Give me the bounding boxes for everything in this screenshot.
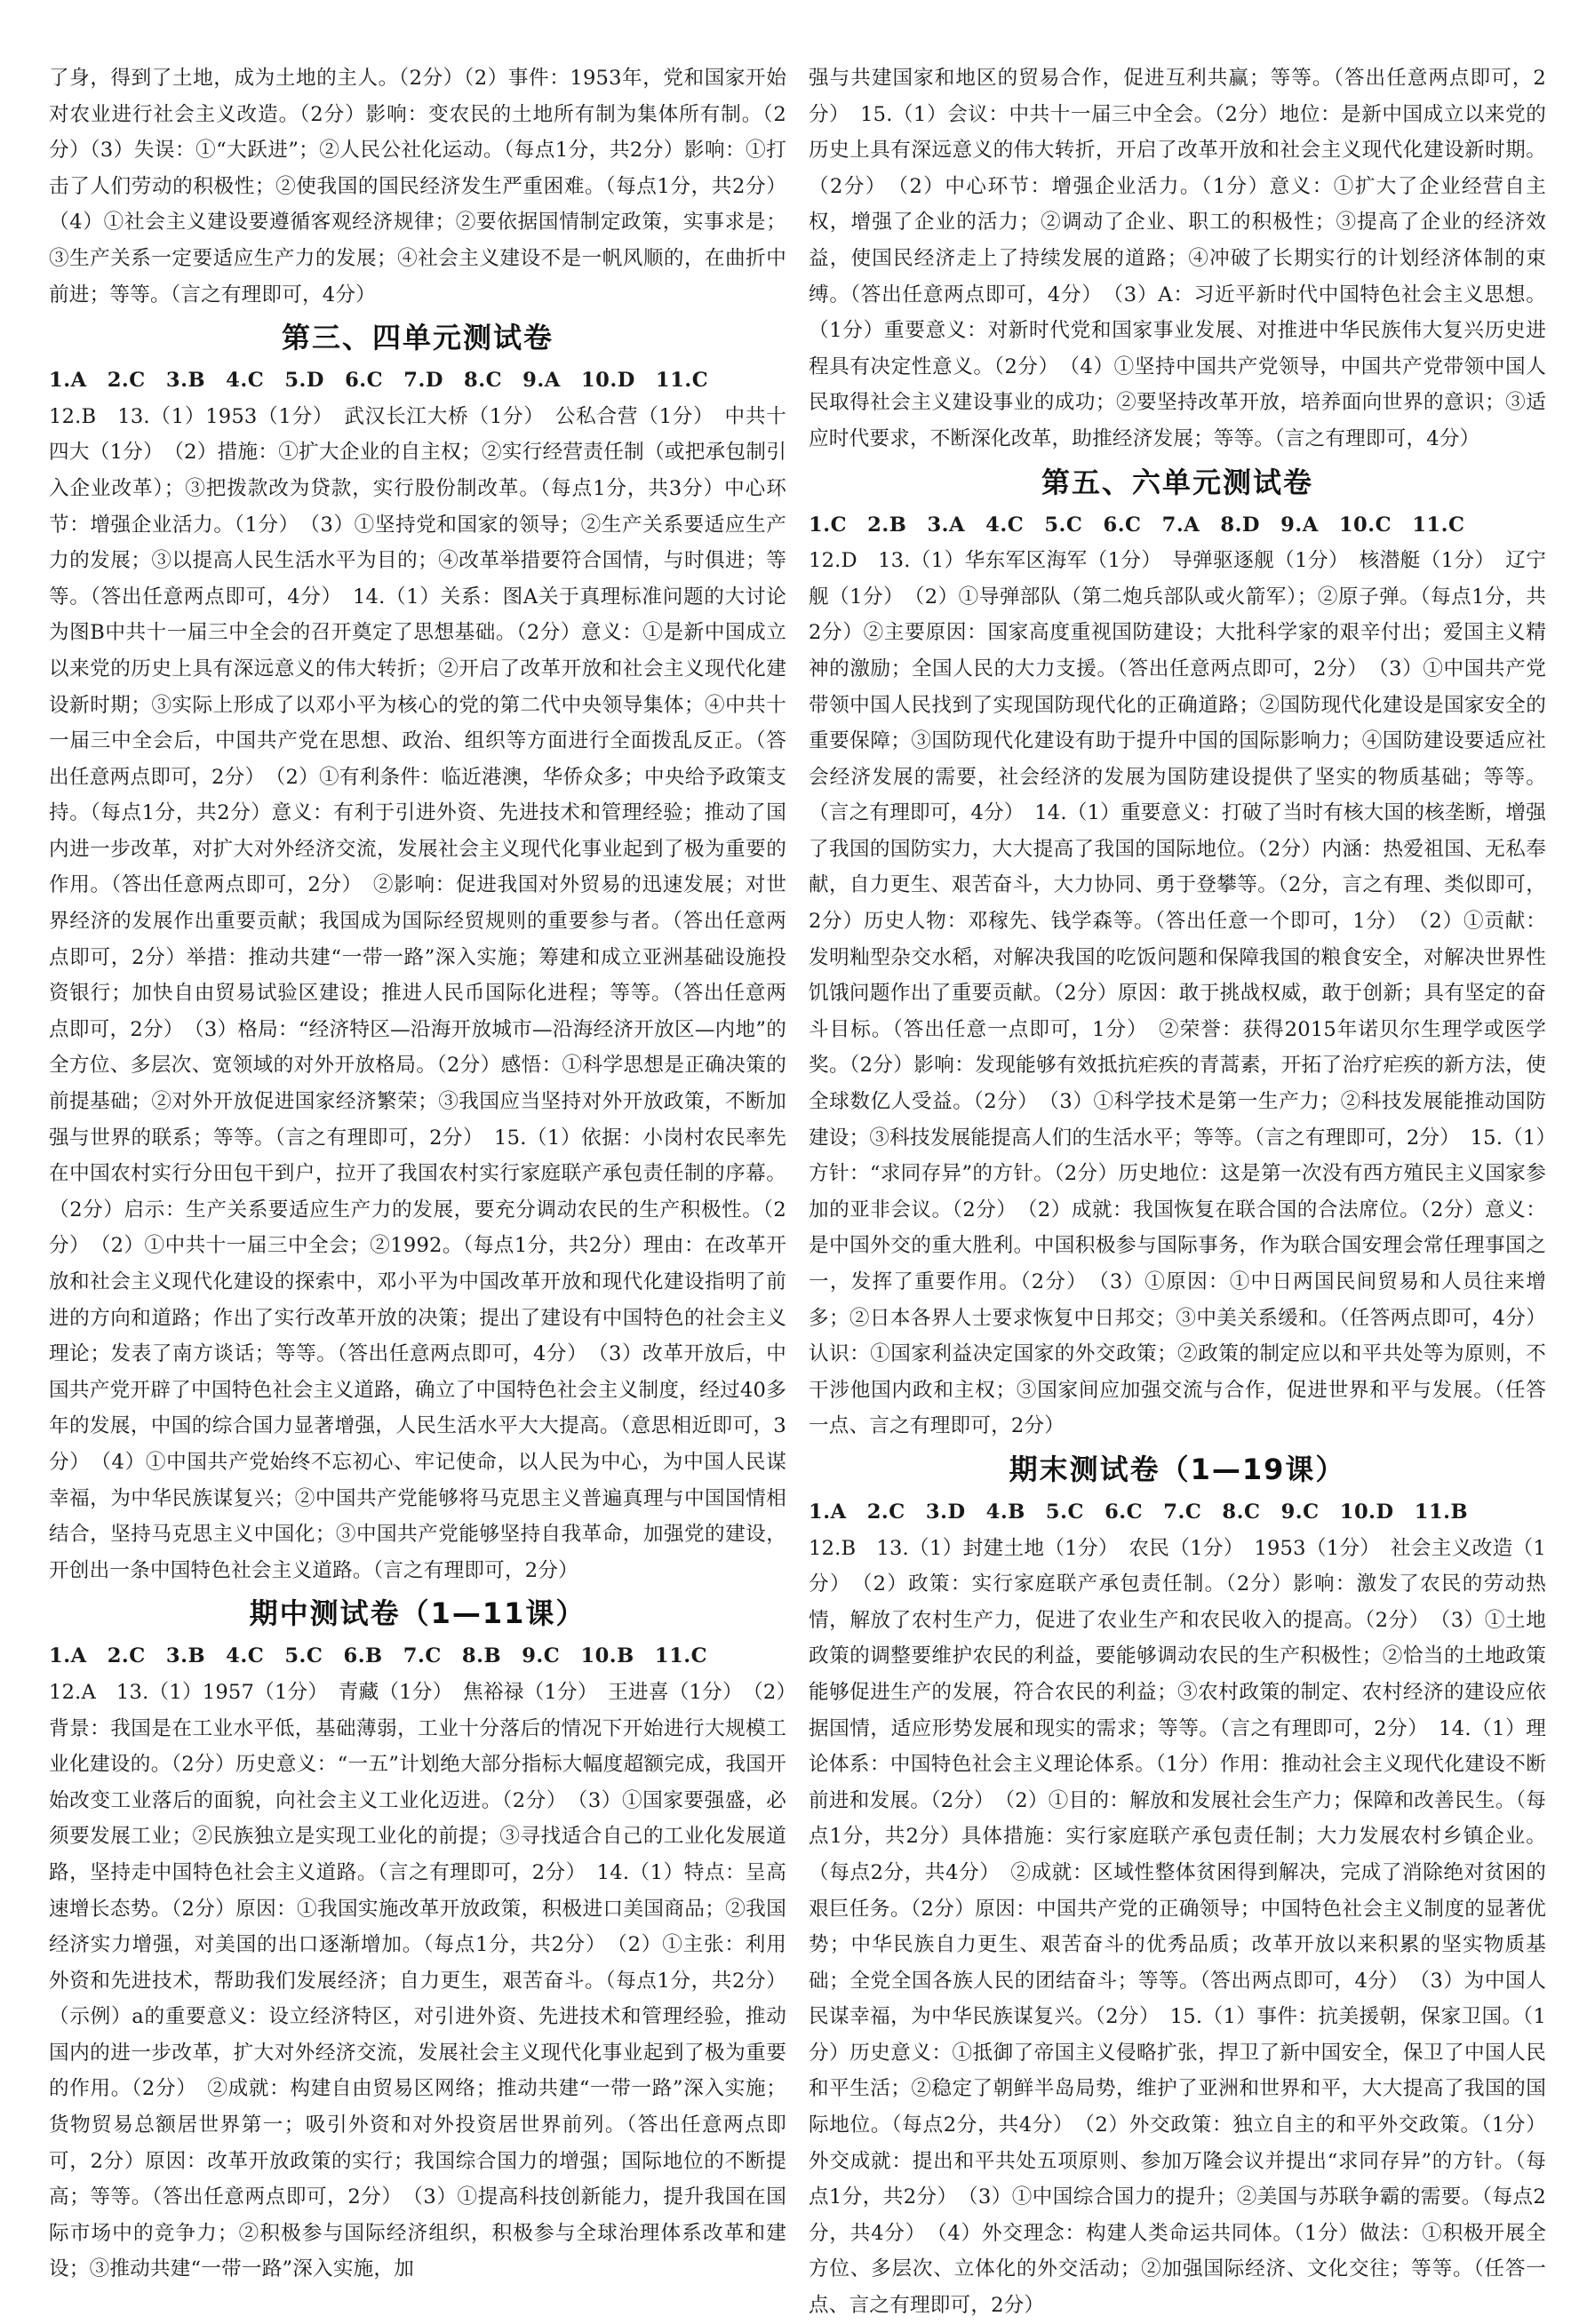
section-title-unit-5-6: 第五、六单元测试卷 xyxy=(1041,465,1313,499)
answer-text-unit-5-6: 12.D 13.（1）华东军区海军（1分） 导弹驱逐舰（1分） 核潜艇（1分） 辽宁舰（1分） （2）①导弹部队（第二炮兵部队或火箭军）；②原子弹。（每点1分，共2分）②主要原因：国家高度重视国防建设；大批科学家的艰辛付出；爱国主义精神的激励；全国人民的大力支援。（答出任意两点即可，2分） （3）①中国共产党带领中国人民找到了实现国防现代化的正确道路；②国防现代化建设是国家安全的重要保障；③国防现代化建设有助于提升中国的国际影响力；④国防建设要适应社会经济发展的需要，社会经济的发展为国防建设提供了坚实的物质基础；等等。（言之有理即可，4分） 14.（1）重要意义：打破了当时有核大国的核垄断，增强了我国的国防实力，大大提高了我国的国际地位。（2分）内涵：热爱祖国、无私奉献，自力更生、艰苦奋斗，大力协同、勇于登攀等。（2分，言之有理、类似即可，2分）历史人物：邓稼先、钱学森等。（答出任意一个即可，1分） （2）①贡献：发明籼型杂交水稻，对解决我国的吃饭问题和保障我国的粮食安全，对解决世界性饥饿问题作出了重要贡献。（2分）原因：敢于挑战权威，敢于创新；具有坚定的奋斗目标。（答出任意一点即可，1分） ②荣誉：获得2015年诺贝尔生理学或医学奖。（2分）影响：发现能够有效抵抗疟疾的青蒿素，开拓了治疗疟疾的新方法，使全球数亿人受益。（2分） （3）①科学技术是第一生产力；②科技发展能推动国防建设；③科技发展能提高人们的生活水平；等等。（言之有理即可，2分） 15.（1）方针：“求同存异”的方针。（2分）历史地位：这是第一次没有西方殖民主义国家参加的亚非会议。（2分） （2）成就：我国恢复在联合国的合法席位。（2分）意义：是中国外交的重大胜利。中国积极参与国际事务，作为联合国安理会常任理事国之一，发挥了重要作用。（2分） （3）①原因：①中日两国民间贸易和人员往来增多；②日本各界人士要求恢复中日邦交；③中美关系缓和。（任答两点即可，4分）认识：①国家利益决定国家的外交政策；②政策的制定应以和平共处等为原则，不干涉他国内政和主权；③国家间应加强交流与合作，促进世界和平与发展。（任答一点、言之有理即可，2分） xyxy=(809,549,1546,1438)
continued-answer-text: 了身，得到了土地，成为土地的主人。（2分）（2）事件：1953年，党和国家开始对农业进行社会主义改造。（2分）影响：变农民的土地所有制为集体所有制。（2分）（3）失误：①“大跃进”；②人民公社化运动。（每点1分，共2分）影响：①打击了人们劳动的积极性；②使我国的国民经济发生严重困难。（每点1分，共2分）（4）①社会主义建设要遵循客观经济规律；②要依据国情制定政策，实事求是；③生产关系一定要适应生产力的发展；④社会主义建设不是一帆风顺的，在曲折中前进；等等。（言之有理即可，4分） xyxy=(49,67,786,306)
choice-answers-unit-5-6: 1.C 2.B 3.A 4.C 5.C 6.C 7.A 8.D 9.A 10.C 11.C xyxy=(809,513,1465,537)
answer-text-final: 12.B 13.（1）封建土地（1分） 农民（1分） 1953（1分） 社会主义改造（1分） （2）政策：实行家庭联产承包责任制。（2分）影响：激发了农民的劳动热情，解放了农村生产力，促进了农业生产和农民收入的提高。（2分） （3）①土地政策的调整要维护农民的利益，要能够调动农民的生产积极性；②恰当的土地政策能够促进生产的发展，符合农民的利益；③农村政策的制定、农村经济的建设应依据国情，适应形势发展和现实的需求；等等。（言之有理即可，2分） 14.（1）理论体系：中国特色社会主义理论体系。（1分）作用：推动社会主义现代化建设不断前进和发展。（2分） （2）①目的：解放和发展社会生产力；保障和改善民生。（每点1分，共2分）具体措施：实行家庭联产承包责任制；大力发展农村乡镇企业。（每点2分，共4分） ②成就：区域性整体贫困得到解决，完成了消除绝对贫困的艰巨任务。（2分）原因：中国共产党的正确领导；中国特色社会主义制度的显著优势；中华民族自力更生、艰苦奋斗的优秀品质；改革开放以来积累的坚实物质基础；全党全国各族人民的团结奋斗；等等。（答出两点即可，4分） （3）为中国人民谋幸福，为中华民族谋复兴。（2分） 15.（1）事件：抗美援朝，保家卫国。（1分）历史意义：①抵御了帝国主义侵略扩张，捍卫了新中国安全，保卫了中国人民和平生活；②稳定了朝鲜半岛局势，维护了亚洲和世界和平，大大提高了我国的国际地位。（每点2分，共4分） （2）外交政策：独立自主的和平外交政策。（1分）外交成就：提出和平共处五项原则、参加万隆会议并提出“求同存异”的方针。（每点1分，共2分） （3）①中国综合国力的提升；②美国与苏联争霸的需要。（每点2分，共4分） （4）外交理念：构建人类命运共同体。（1分）做法：①积极开展全方位、多层次、立体化的外交活动；②加强国际经济、文化交往；等等。（任答一点、言之有理即可，2分） xyxy=(809,1536,1546,2318)
continued-answer-text-right: 强与共建国家和地区的贸易合作，促进互利共赢；等等。（答出任意两点即可，2分） 15.（1）会议：中共十一届三中全会。（2分）地位：是新中国成立以来党的历史上具有深远意义的伟大转折，开启了改革开放和社会主义现代化建设新时期。（2分） （2）中心环节：增强企业活力。（1分）意义：①扩大了企业经营自主权，增强了企业的活力；②调动了企业、职工的积极性；③提高了企业的经济效益，使国民经济走上了持续发展的道路；④冲破了长期实行的计划经济体制的束缚。（答出任意两点即可，4分） （3）A：习近平新时代中国特色社会主义思想。（1分）重要意义：对新时代党和国家事业发展、对推进中华民族伟大复兴历史进程具有决定性意义。（2分） （4）①坚持中国共产党领导，中国共产党带领中国人民取得社会主义建设事业的成功；②要坚持改革开放，培养面向世界的意识；③适应时代要求，不断深化改革，助推经济发展；等等。（言之有理即可，4分） xyxy=(809,67,1546,450)
answer-text-midterm: 12.A 13.（1）1957（1分） 青藏（1分） 焦裕禄（1分） 王进喜（1分） （2）背景：我国是在工业水平低，基础薄弱，工业十分落后的情况下开始进行大规模工业化建设的。（2分）历史意义：“一五”计划绝大部分指标大幅度超额完成，我国开始改变工业落后的面貌，向社会主义工业化迈进。（2分） （3）①国家要强盛，必须要发展工业；②民族独立是实现工业化的前提；③寻找适合自己的工业化发展道路，坚持走中国特色社会主义道路。（言之有理即可，2分） 14.（1）特点：呈高速增长态势。（2分）原因：①我国实施改革开放政策，积极进口美国商品；②我国经济实力增强，对美国的出口逐渐增加。（每点1分，共2分） （2）①主张：利用外资和先进技术，帮助我们发展经济；自力更生，艰苦奋斗。（每点1分，共2分）（示例）a的重要意义：设立经济特区，对引进外资、先进技术和管理经验，推动国内的进一步改革，扩大对外经济交流，发展社会主义现代化事业起到了极为重要的作用。（2分） ②成就：构建自由贸易区网络；推动共建“一带一路”深入实施；货物贸易总额居世界第一；吸引外资和对外投资居世界前列。（答出任意两点即可，2分）原因：改革开放政策的实行；我国综合国力的增强；国际地位的不断提高；等等。（答出任意两点即可，2分） （3）①提高科技创新能力，提升我国在国际市场中的竞争力；②积极参与国际经济组织，积极参与全球治理体系改革和建设；③推动共建“一带一路”深入实施，加 xyxy=(49,1680,786,2281)
section-title-unit-3-4: 第三、四单元测试卷 xyxy=(281,321,554,355)
section-title-midterm: 期中测试卷（1—11课） xyxy=(249,1596,586,1631)
section-title-final: 期末测试卷（1—19课） xyxy=(1009,1452,1346,1486)
left-column xyxy=(49,60,786,2281)
choice-answers-midterm: 1.A 2.C 3.B 4.C 5.C 6.B 7.C 8.B 9.C 10.B 11.C xyxy=(49,1644,708,1668)
choice-answers-unit-3-4: 1.A 2.C 3.B 4.C 5.D 6.C 7.D 8.C 9.A 10.D 11.C xyxy=(49,369,709,393)
answer-text-unit-3-4: 12.B 13.（1）1953（1分） 武汉长江大桥（1分） 公私合营（1分） 中共十四大（1分） （2）措施：①扩大企业的自主权；②实行经营责任制（或把承包制引入企业改革）；③把拨款改为贷款，实行股份制改革。（每点1分，共3分）中心环节：增强企业活力。（1分） （3）①坚持党和国家的领导；②生产关系要适应生产力的发展；③以提高人民生活水平为目的；④改革举措要符合国情，与时俱进；等等。（答出任意两点即可，4分） 14.（1）关系：图A关于真理标准问题的大讨论为图B中共十一届三中全会的召开奠定了思想基础。（2分）意义：①是新中国成立以来党的历史上具有深远意义的伟大转折；②开启了改革开放和社会主义现代化建设新时期；③实际上形成了以邓小平为核心的党的第二代中央领导集体；④中共十一届三中全会后，中国共产党在思想、政治、组织等方面进行全面拨乱反正。（答出任意两点即可，2分） （2）①有利条件：临近港澳，华侨众多；中央给予政策支持。（每点1分，共2分）意义：有利于引进外资、先进技术和管理经验；推动了国内进一步改革，对扩大对外经济交流，发展社会主义现代化事业起到了极为重要的作用。（答出任意两点即可，2分） ②影响：促进我国对外贸易的迅速发展；对世界经济的发展作出重要贡献；我国成为国际经贸规则的重要参与者。（答出任意两点即可，2分）举措：推动共建“一带一路”深入实施；筹建和成立亚洲基础设施投资银行；加快自由贸易试验区建设；推进人民币国际化进程；等等。（答出任意两点即可，2分） （3）格局：“经济特区—沿海开放城市—沿海经济开放区—内地”的全方位、多层次、宽领域的对外开放格局。（2分）感悟：①科学思想是正确决策的前提基础；②对外开放促进国家经济繁荣；③我国应当坚持对外开放政策，不断加强与世界的联系；等等。（言之有理即可，2分） 15.（1）依据：小岗村农民率先在中国农村实行分田包干到户，拉开了我国农村实行家庭联产承包责任制的序幕。（2分）启示：生产关系要适应生产力的发展，要充分调动农民的生产积极性。（2分） （2）①中共十一届三中全会；②1992。（每点1分，共2分）理由：在改革开放和社会主义现代化建设的探索中，邓小平为中国改革开放和现代化建设指明了前进的方向和道路；作出了实行改革开放的决策；提出了建设有中国特色的社会主义理论；发表了南方谈话；等等。（答出任意两点即可，4分） （3）改革开放后，中国共产党开辟了中国特色社会主义道路，确立了中国特色社会主义制度，经过40多年的发展，中国的综合国力显著增强，人民生活水平大大提高。（意思相近即可，3分） （4）①中国共产党始终不忘初心、牢记使命，以人民为中心，为中国人民谋幸福，为中华民族谋复兴；②中国共产党能够将马克思主义普遍真理与中国国情相结合，坚持马克思主义中国化；③中国共产党能够坚持自我革命，加强党的建设，开创出一条中国特色社会主义道路。（言之有理即可，2分） xyxy=(49,404,786,1582)
right-column xyxy=(809,60,1546,2318)
choice-answers-final: 1.A 2.C 3.D 4.B 5.C 6.C 7.C 8.C 9.C 10.D 11.B xyxy=(809,1500,1469,1524)
